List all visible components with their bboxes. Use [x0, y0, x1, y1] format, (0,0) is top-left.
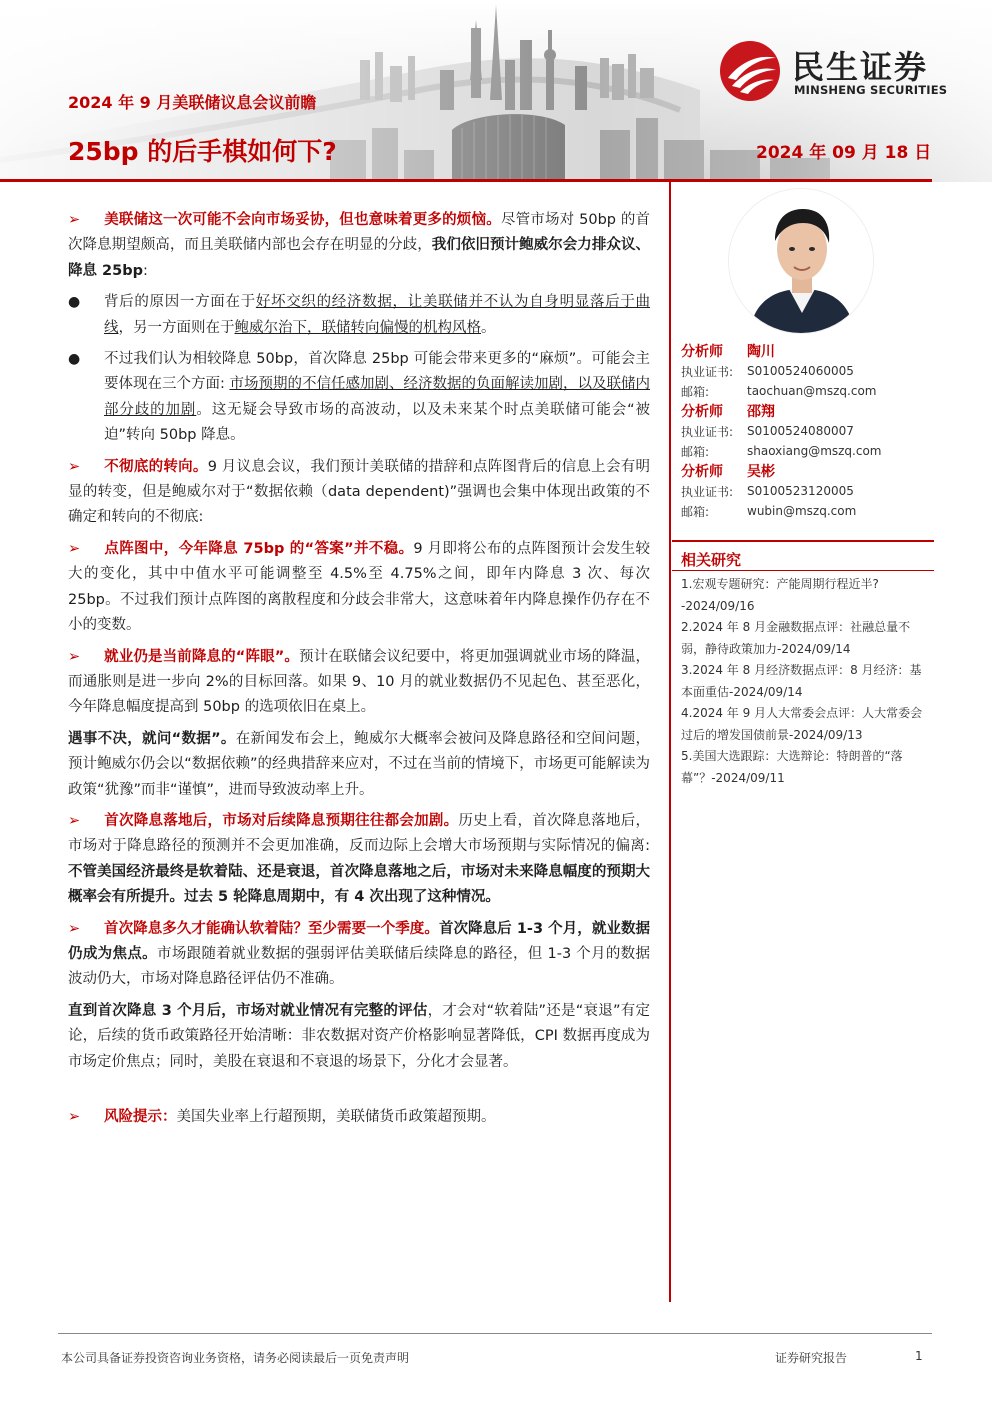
related-divider — [672, 570, 934, 571]
minsheng-logo-icon — [718, 40, 782, 102]
analyst-name: 邵翔 — [747, 404, 775, 420]
page-number: 1 — [915, 1349, 923, 1363]
related-item[interactable]: 5.美国大选跟踪：大选辩论：特朗普的“落幕”？-2024/09/11 — [681, 749, 903, 785]
cert-number: S0100524080007 — [747, 424, 854, 438]
analyst-role: 分析师 — [681, 404, 723, 420]
paragraph-incomplete-turn: ➢ 不彻底的转向。9 月议息会议，我们预计美联储的措辞和点阵图背后的信息上会有明显的转变，但是鲍威尔对于“数据依赖（data dependent)”强调也会集中体现出政策的不确定和转向的不彻底: — [68, 455, 650, 531]
bullet-reason: ● 背后的原因一方面在于好坏交织的经济数据，让美联储并不认为自身明显落后于曲线，另一方面则在于鲍威尔治下，联储转向偏慢的机构风格。 — [68, 290, 650, 341]
bullet-icon: ● — [68, 294, 81, 311]
analyst-role: 分析师 — [681, 464, 723, 480]
cert-label: 执业证书: — [681, 424, 734, 439]
analyst-list — [681, 341, 931, 521]
analyst-card — [681, 401, 931, 461]
bullet-trouble: ● 不过我们认为相较降息 50bp，首次降息 25bp 可能会带来更多的“麻烦”。可能会主要体现在三个方面: 市场预期的不信任感加剧、经济数据的负面解读加剧，以及联储内部分歧的加剧。这无疑会导致市场的高波动，以及未来某个时点美联储可能会“被迫”转向 50bp 降息。 — [68, 347, 650, 449]
arrow-icon: ➢ — [68, 458, 81, 475]
spacer — [68, 1081, 650, 1105]
related-item[interactable]: 1.宏观专题研究：产能周期行程近半? -2024/09/16 — [681, 577, 879, 613]
email-label: 邮箱: — [681, 444, 710, 459]
header-banner — [0, 0, 992, 182]
footer-disclaimer: 本公司具备证券投资咨询业务资格，请务必阅读最后一页免责声明 — [61, 1351, 410, 1365]
page-title: 25bp 的后手棋如何下? — [68, 137, 337, 166]
analyst-email[interactable]: wubin@mszq.com — [747, 504, 857, 518]
paragraph-employment: ➢ 就业仍是当前降息的“阵眼”。预计在联储会议纪要中，将更加强调就业市场的降温，而通胀则是进一步向 2%的目标回落。如果 9、10 月的就业数据仍不见起色、甚至恶化，今年降息幅度提高到 50bp 的选项依旧在桌上。 — [68, 645, 650, 721]
paragraph-dot-plot: ➢ 点阵图中，今年降息 75bp 的“答案”并不稳。9 月即将公布的点阵图预计会发生较大的变化，其中中值水平可能调整至 4.5%至 4.75%之间，即年内降息 3 次、每次 25bp。不过我们预计点阵图的离散程度和分歧会非常大，这意味着年内降息操作仍存在不小的变数。 — [68, 537, 650, 639]
paragraph-summary: ➢ 美联储这一次可能不会向市场妥协，但也意味着更多的烦恼。尽管市场对 50bp 的首次降息期望颇高，而且美联储内部也会存在明显的分歧，我们依旧预计鲍威尔会力排众议、降息 25bp: — [68, 208, 650, 284]
related-research-list — [681, 574, 927, 789]
bullet-icon: ● — [68, 351, 81, 368]
related-divider-top — [672, 540, 934, 542]
arrow-icon: ➢ — [68, 1109, 81, 1125]
analyst-email[interactable]: taochuan@mszq.com — [747, 384, 877, 398]
paragraph-soft-landing: ➢ 首次降息多久才能确认软着陆？至少需要一个季度。首次降息后 1-3 个月，就业数据仍成为焦点。市场跟随着就业数据的强弱评估美联储后续降息的路径，但 1-3 个月的数据波动仍大，市场对降息路径评估仍不准确。 — [68, 917, 650, 993]
analyst-role: 分析师 — [681, 344, 723, 360]
cert-label: 执业证书: — [681, 364, 734, 379]
related-item[interactable]: 3.2024 年 8 月经济数据点评：8 月经济：基本面重估-2024/09/14 — [681, 663, 922, 699]
analyst-card — [681, 461, 931, 521]
email-label: 邮箱: — [681, 384, 710, 399]
para-lead: 美联储这一次可能不会向市场妥协，但也意味着更多的烦恼。 — [104, 212, 501, 228]
paragraph-three-months: 直到首次降息 3 个月后，市场对就业情况有完整的评估，才会对“软着陆”还是“衰退”有定论，后续的货币政策路径开始清晰：非农数据对资产价格影响显著降低，CPI 数据再度成为市场定价焦点；同时，美股在衰退和不衰退的场景下，分化才会显著。 — [68, 1002, 650, 1070]
related-item[interactable]: 4.2024 年 9 月人大常委会点评：人大常委会过后的增发国债前景-2024/09/13 — [681, 706, 923, 742]
analyst-name: 陶川 — [747, 344, 775, 360]
logo-english-text: MINSHENG SECURITIES — [794, 83, 948, 97]
footer-report-type: 证券研究报告 — [775, 1351, 848, 1365]
arrow-icon: ➢ — [68, 812, 81, 829]
column-divider — [669, 182, 671, 1302]
brand-logo — [718, 40, 968, 102]
analyst-email[interactable]: shaoxiang@mszq.com — [747, 444, 882, 458]
footer-divider — [58, 1333, 932, 1334]
paragraph-after-first-cut: ➢ 首次降息落地后，市场对后续降息预期往往都会加剧。历史上看，首次降息落地后，市场对于降息路径的预测并不会更加准确，反而边际上会增大市场预期与实际情况的偏离: 不管美国经济最终是软着陆、还是衰退，首次降息落地之后，市场对未来降息幅度的预期大概率会有所提升。过去 5 轮降息周期中，有 4 次出现了这种情况。 — [68, 809, 650, 911]
related-research-title: 相关研究 — [681, 551, 742, 569]
series-title: 2024 年 9 月美联储议息会议前瞻 — [68, 93, 317, 112]
cert-number: S0100523120005 — [747, 484, 854, 498]
analyst-portrait-image — [729, 189, 874, 334]
publish-date: 2024 年 09 月 18 日 — [756, 143, 932, 163]
paragraph-ask-data: 遇事不决，就问“数据”。在新闻发布会上，鲍威尔大概率会被问及降息路径和空间问题，预计鲍威尔仍会以“数据依赖”的经典措辞来应对，不过在当前的情境下，市场更可能解读为政策“犹豫”而非“谨慎”，进而导致波动率上升。 — [68, 730, 650, 798]
analyst-card — [681, 341, 931, 401]
header-divider — [0, 179, 932, 182]
logo-chinese-text: 民生证券 — [792, 48, 929, 86]
report-body — [68, 208, 650, 1136]
arrow-icon: ➢ — [68, 648, 81, 665]
cert-label: 执业证书: — [681, 484, 734, 499]
arrow-icon: ➢ — [68, 920, 81, 937]
arrow-icon: ➢ — [68, 540, 81, 557]
arrow-icon: ➢ — [68, 212, 81, 228]
email-label: 邮箱: — [681, 504, 710, 519]
analyst-photo — [728, 188, 874, 334]
paragraph-risk: ➢ 风险提示：美国失业率上行超预期，美联储货币政策超预期。 — [68, 1105, 650, 1130]
related-item[interactable]: 2.2024 年 8 月金融数据点评：社融总量不弱，静待政策加力-2024/09/14 — [681, 620, 911, 656]
analyst-name: 吴彬 — [747, 464, 775, 480]
cert-number: S0100524060005 — [747, 364, 854, 378]
